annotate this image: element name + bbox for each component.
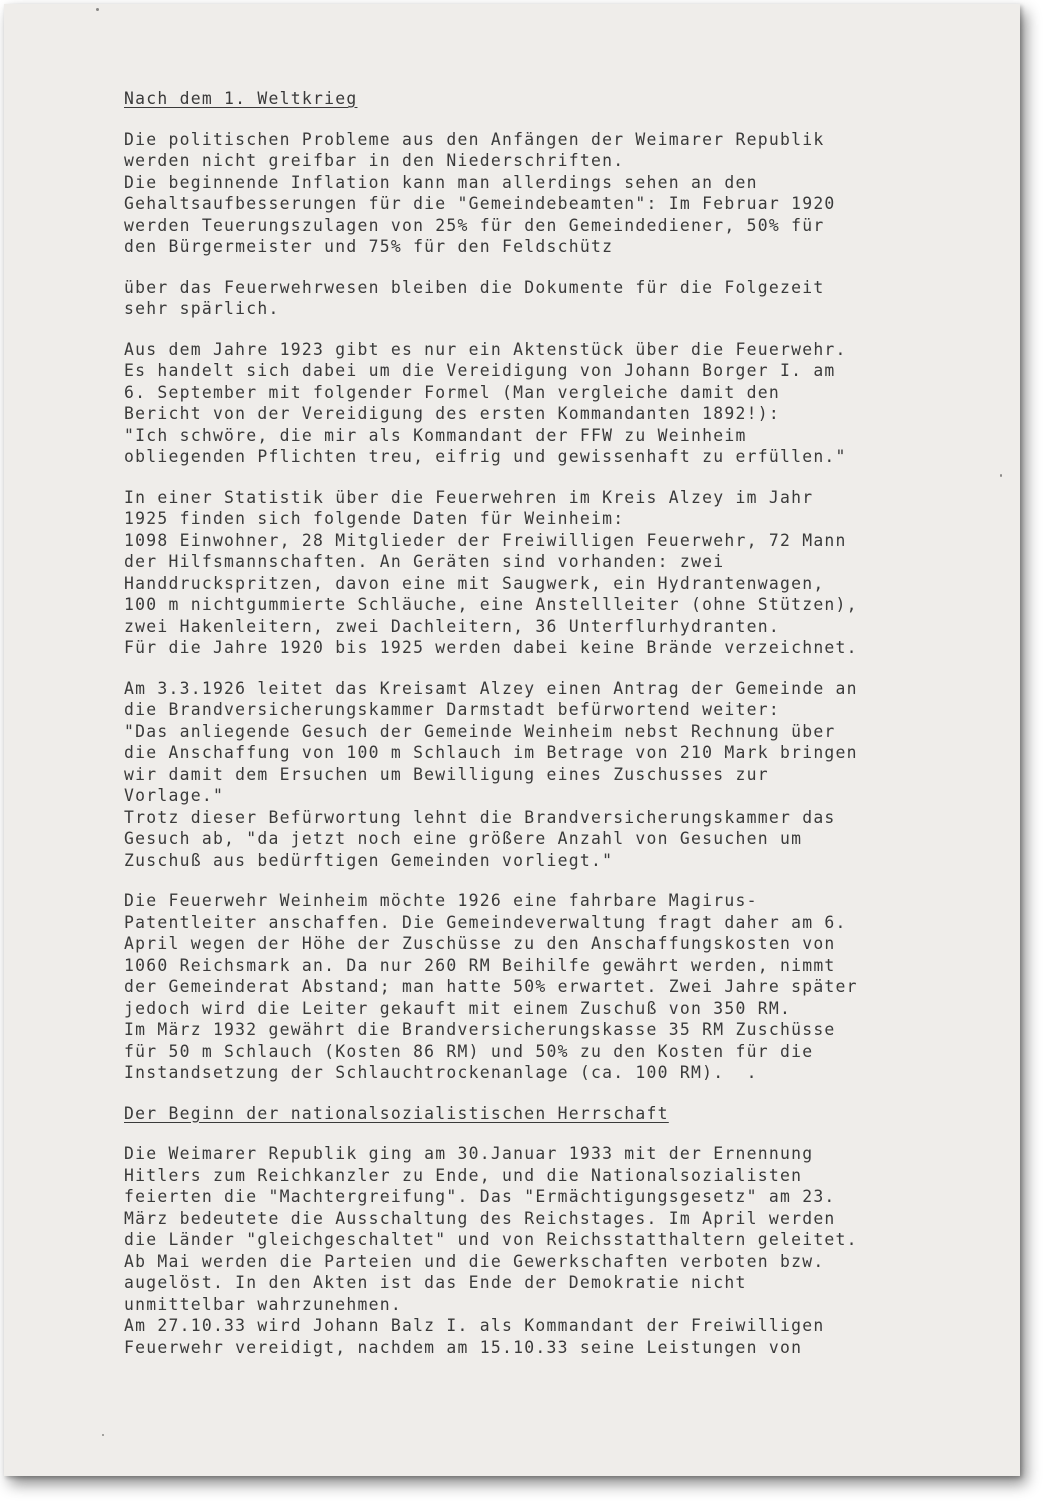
- text-line: sehr spärlich.: [124, 299, 280, 318]
- text-line: über das Feuerwehrwesen bleiben die Dokumente für die Folgezeit: [124, 277, 825, 297]
- text-line: 1925 finden sich folgende Daten für Weinheim:: [124, 509, 625, 528]
- text-line: obliegenden Pflichten treu, eifrig und gewissenhaft zu erfüllen.": [124, 447, 847, 466]
- document-page: [4, 4, 1020, 1476]
- text-line: die Länder "gleichgeschaltet" und von Reichsstatthaltern geleitet.: [124, 1230, 858, 1249]
- text-line: die Anschaffung von 100 m Schlauch im Betrage von 210 Mark bringen: [124, 743, 858, 762]
- text-line: Im März 1932 gewährt die Brandversicherungskasse 35 RM Zuschüsse: [124, 1020, 836, 1039]
- text-line: Hitlers zum Reichkanzler zu Ende, und die Nationalsozialisten: [124, 1165, 803, 1185]
- section-gap: [124, 1084, 974, 1103]
- text-line: Zuschuß aus bedürftigen Gemeinden vorliegt.": [124, 850, 614, 870]
- text-line: Trotz dieser Befürwortung lehnt die Brandversicherungskammer das: [124, 807, 836, 827]
- paragraph: [124, 890, 974, 1084]
- text-line: Die Feuerwehr Weinheim möchte 1926 eine fahrbare Magirus-: [124, 891, 758, 910]
- text-line: März bedeutete die Ausschaltung des Reichstages. Im April werden: [124, 1208, 836, 1228]
- text-line: Es handelt sich dabei um die Vereidigung von Johann Borger I. am: [124, 361, 836, 380]
- text-line: unmittelbar wahrzunehmen.: [124, 1294, 402, 1314]
- text-line: Ab Mai werden die Parteien und die Gewerkschaften verboten bzw.: [124, 1251, 825, 1271]
- text-line: werden Teuerungszulagen von 25% für den Gemeindediener, 50% für: [124, 215, 825, 235]
- paragraph: [124, 487, 974, 659]
- text-line: "Das anliegende Gesuch der Gemeinde Weinheim nebst Rechnung über: [124, 721, 836, 741]
- text-line: Feuerwehr vereidigt, nachdem am 15.10.33 seine Leistungen von: [124, 1337, 803, 1357]
- text-line: Gesuch ab, "da jetzt noch eine größere Anzahl von Gesuchen um: [124, 829, 803, 848]
- text-line: Die politischen Probleme aus den Anfängen der Weimarer Republik: [124, 129, 825, 149]
- text-line: 1098 Einwohner, 28 Mitglieder der Freiwilligen Feuerwehr, 72 Mann: [124, 530, 847, 550]
- paragraph: [124, 1143, 974, 1358]
- text-line: Vorlage.": [124, 786, 225, 805]
- paragraph: [124, 678, 974, 872]
- text-line: Bericht von der Vereidigung des ersten Kommandanten 1892!):: [124, 404, 780, 423]
- section-heading: Nach dem 1. Weltkrieg: [124, 89, 358, 108]
- text-line: Aus dem Jahre 1923 gibt es nur ein Aktenstück über die Feuerwehr.: [124, 339, 847, 359]
- section-heading: Der Beginn der nationalsozialistischen Herrschaft: [124, 1103, 669, 1123]
- paragraph-gap: [124, 110, 974, 129]
- document-body: [124, 88, 974, 1377]
- text-line: augelöst. In den Akten ist das Ende der Demokratie nicht: [124, 1273, 747, 1292]
- text-line: Die beginnende Inflation kann man allerdings sehen an den: [124, 172, 758, 192]
- text-line: wir damit dem Ersuchen um Bewilligung eines Zuschusses zur: [124, 764, 769, 784]
- text-line: "Ich schwöre, die mir als Kommandant der FFW zu Weinheim: [124, 425, 747, 445]
- text-line: zwei Hakenleitern, zwei Dachleitern, 36 Unterflurhydranten.: [124, 616, 780, 636]
- paragraph-gap: [124, 258, 974, 277]
- paragraph-gap: [124, 659, 974, 678]
- text-line: werden nicht greifbar in den Niederschriften.: [124, 151, 625, 170]
- paragraph: [124, 339, 974, 468]
- text-line: Gehaltsaufbesserungen für die "Gemeindebeamten": Im Februar 1920: [124, 194, 836, 213]
- paper-speck: [96, 8, 99, 11]
- text-line: 1060 Reichsmark an. Da nur 260 RM Beihilfe gewährt werden, nimmt: [124, 955, 836, 975]
- text-line: der Gemeinderat Abstand; man hatte 50% erwartet. Zwei Jahre später: [124, 977, 858, 996]
- paper-speck: [102, 1434, 104, 1436]
- text-line: April wegen der Höhe der Zuschüsse zu den Anschaffungskosten von: [124, 934, 836, 953]
- paragraph-gap: [124, 320, 974, 339]
- text-line: Am 27.10.33 wird Johann Balz I. als Kommandant der Freiwilligen: [124, 1316, 825, 1335]
- paragraph-gap: [124, 468, 974, 487]
- section-gap: [124, 1358, 974, 1377]
- paragraph-gap: [124, 1124, 974, 1143]
- text-line: In einer Statistik über die Feuerwehren im Kreis Alzey im Jahr: [124, 487, 814, 507]
- text-line: die Brandversicherungskammer Darmstadt befürwortend weiter:: [124, 700, 780, 719]
- text-line: den Bürgermeister und 75% für den Feldschütz: [124, 237, 614, 256]
- text-line: Patentleiter anschaffen. Die Gemeindeverwaltung fragt daher am 6.: [124, 912, 847, 932]
- text-line: Instandsetzung der Schlauchtrockenanlage (ca. 100 RM). .: [124, 1063, 758, 1082]
- paper-speck: [1000, 474, 1002, 477]
- text-line: 100 m nichtgummierte Schläuche, eine Anstellleiter (ohne Stützen),: [124, 595, 858, 614]
- paragraph-gap: [124, 871, 974, 890]
- text-line: Am 3.3.1926 leitet das Kreisamt Alzey einen Antrag der Gemeinde an: [124, 678, 858, 698]
- text-line: Handdruckspritzen, davon eine mit Saugwerk, ein Hydrantenwagen,: [124, 573, 825, 593]
- text-line: der Hilfsmannschaften. An Geräten sind vorhanden: zwei: [124, 552, 725, 571]
- paragraph: [124, 129, 974, 258]
- text-line: feierten die "Machtergreifung". Das "Ermächtigungsgesetz" am 23.: [124, 1187, 836, 1206]
- text-line: für 50 m Schlauch (Kosten 86 RM) und 50% zu den Kosten für die: [124, 1041, 814, 1061]
- text-line: jedoch wird die Leiter gekauft mit einem Zuschuß von 350 RM.: [124, 998, 792, 1018]
- text-line: Die Weimarer Republik ging am 30.Januar 1933 mit der Ernennung: [124, 1144, 814, 1163]
- paragraph: [124, 277, 974, 320]
- text-line: 6. September mit folgender Formel (Man vergleiche damit den: [124, 382, 780, 402]
- text-line: Für die Jahre 1920 bis 1925 werden dabei keine Brände verzeichnet.: [124, 638, 858, 657]
